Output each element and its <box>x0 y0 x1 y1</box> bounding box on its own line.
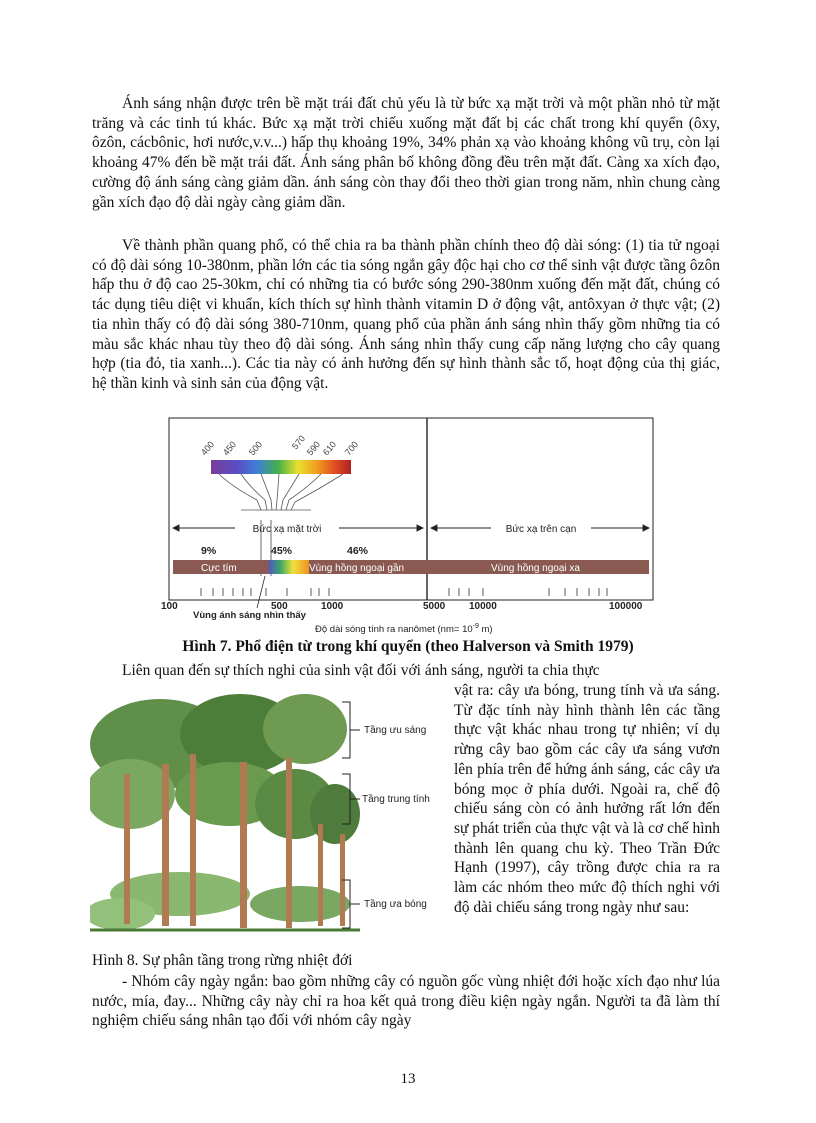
axis-tick-500: 500 <box>271 601 288 612</box>
axis-tick-1000: 1000 <box>321 601 344 612</box>
pct-nir: 46% <box>347 545 369 557</box>
tick-700: 700 <box>342 439 361 458</box>
figure7-caption: Hình 7. Phổ điện từ trong khí quyển (theo Halverson và Smith 1979) <box>182 638 634 655</box>
label-solar: Bức xạ mặt trời <box>252 524 322 535</box>
paragraph-short-day-plants: - Nhóm cây ngày ngắn: bao gồm những cây có nguồn gốc vùng nhiệt đới hoặc xích đạo như lúa nước, mía, đay... Những cây này chỉ ra hoa kết quả trong điều kiện ngày ngắn. Người ta đã làm thí nghiệm chiếu sáng nhân tạo đối với nhóm cây ngày <box>92 973 720 1030</box>
paragraph-spectrum: Về thành phần quang phổ, có thể chia ra ba thành phần chính theo độ dài sóng: (1) tia tử ngoại có độ dài sóng 10-380nm, phần lớn các tia sóng ngắn gây độc hại cho cơ thể sinh vật được tầng ôzôn hấp thu ở độ cao 25-30km, chỉ có những tia có bước sóng 290-380nm xuống đến mặt đất, chúng có tác dụng tiêu diệt vi khuẩn, kích thích sự hình thành vitamin D ở động vật, antôxyan ở thực vật; (2) tia nhìn thấy có độ dài sóng 380-710nm, quang phổ của phần ánh sáng nhìn thấy gồm những tia có màu sắc khác nhau tùy theo độ dài sóng. Ánh sáng nhìn thấy cung cấp năng lượng cho cây quang hợp (tia đỏ, tia xanh...). Các tia này có ảnh hưởng đến sự hình thành sắc tố, hoạt động của thị giác, hệ thần kinh và sinh sản của động vật. <box>92 237 720 392</box>
pct-uv: 9% <box>201 545 217 557</box>
tick-500: 500 <box>246 439 265 458</box>
axis-tick-100000: 100000 <box>609 601 643 612</box>
layer-top-label: Tầng ưu sáng <box>364 725 427 736</box>
layer-mid-label: Tầng trung tính <box>362 794 430 805</box>
figure-electromagnetic-spectrum <box>161 416 657 638</box>
page-number: 13 <box>400 1071 416 1087</box>
visible-band <box>269 560 309 574</box>
label-terrestrial: Bức xạ trên cạn <box>505 524 577 535</box>
band-uv: Cực tím <box>201 563 237 574</box>
axis-title-unit: m) <box>478 624 493 635</box>
tick-450: 450 <box>220 439 239 458</box>
axis-title-main: Độ dài sóng tính ra nanômet (nm= 10 <box>315 624 473 635</box>
axis-title <box>315 623 493 635</box>
pct-visible: 45% <box>271 545 293 557</box>
paragraph-sunlight: Ánh sáng nhận được trên bề mặt trái đất chủ yếu là từ bức xạ mặt trời và một phần nhỏ từ mặt trăng và các tinh tú khác. Bức xạ mặt trời chiếu xuống mặt đất bị các chất trong khí quyển (ôxy, ôzôn, cácbônic, hơi nước,v.v...) hấp thụ khoảng 19%, 34% phản xạ vào khoảng không vũ trụ, còn lại khoảng 47% đến bề mặt trái đất. Ánh sáng phân bố không đồng đều trên mặt đất. Càng xa xích đạo, cường độ ánh sáng càng giảm dần. ánh sáng còn thay đổi theo thời gian trong năm, nhìn chung càng gần xích đạo độ dài ngày càng giảm dần. <box>92 95 720 211</box>
tick-610: 610 <box>320 439 339 458</box>
axis-tick-10000: 10000 <box>469 601 497 612</box>
visible-spectrum-bar <box>211 460 351 474</box>
axis-title-exp: -9 <box>472 623 479 630</box>
layer-bottom-label: Tầng ưa bóng <box>364 899 427 910</box>
axis-tick-100: 100 <box>161 601 178 612</box>
axis-tick-5000: 5000 <box>423 601 446 612</box>
band-fir: Vùng hồng ngoại xa <box>491 563 580 574</box>
figure8-caption: Hình 8. Sự phân tầng trong rừng nhiệt đới <box>92 952 353 969</box>
band-nir: Vùng hồng ngoại gần <box>309 563 405 574</box>
figure-forest-layers <box>90 684 440 944</box>
tick-590: 590 <box>304 439 323 458</box>
paragraph-adaptation-continued: vật ra: cây ưa bóng, trung tính và ưa sáng. Từ đặc tính này hình thành lên các tầng thực vật khác nhau trong tự nhiên; ví dụ rừng cây bao gồm các cây ưa sáng vươn lên phía trên để hứng ánh sáng, các cây ưa bóng mọc ở phía dưới. Ngoài ra, chế độ chiếu sáng còn có ảnh hưởng rất lớn đến sự phát triển của thực vật và là cơ chế hình thành lên quang chu kỳ. Theo Trần Đức Hạnh (1997), cây trồng được chia ra ra làm các nhóm theo mức độ thích nghi với độ dài chiếu sáng trong ngày như sau: <box>454 682 721 916</box>
tick-400: 400 <box>198 439 217 458</box>
paragraph-adaptation-start: Liên quan đến sự thích nghi của sinh vật đối với ánh sáng, người ta chia thực <box>122 662 600 679</box>
visible-label: Vùng ánh sáng nhìn thấy <box>193 610 306 621</box>
tick-570: 570 <box>289 433 308 452</box>
